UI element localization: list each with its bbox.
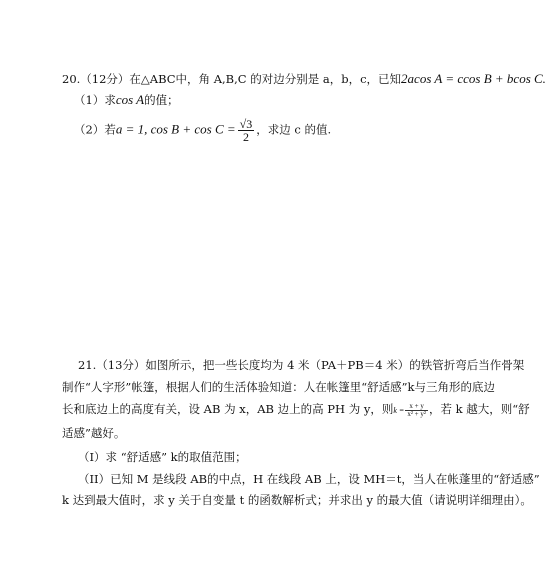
q20-part2-fraction: [238, 118, 255, 143]
q20-fraction-denominator: 2: [242, 130, 249, 144]
q20-part1-suffix: 的值；: [144, 93, 179, 107]
q21-formula-denominator: x² + y²: [407, 409, 426, 418]
q20-part1: [74, 93, 179, 107]
q21-line1-text: 21.（13分）如图所示，把一些长度均为 4 米（PA＋PB＝4 米）的铁管折弯后当作骨架: [78, 358, 525, 372]
q20-part2-expr: a = 1, cos B + cos C =: [115, 121, 236, 137]
q21-line1: [78, 358, 524, 372]
q20-fraction-numerator: √3: [239, 117, 253, 131]
q21-line6: [78, 472, 540, 486]
q21-line6-text: （II）已知 M 是线段 AB的中点，H 在线段 AB 上，设 MH＝t，当人在帐蓬里的“舒适感”: [78, 472, 540, 486]
q21-line3-prefix: 长和底边上的高度有关，设 AB 为 x，AB 边上的高 PH 为 y，则: [62, 402, 394, 416]
q21-line4-text: 适感”越好。: [62, 426, 126, 440]
q21-line2: [62, 380, 495, 394]
q21-line7: [62, 493, 532, 507]
q20-mid: 中，角 A,B,C 的对边分别是 a，b，c，已知: [175, 72, 402, 86]
q20-part1-expr: cos A: [115, 92, 145, 107]
q20-equation: 2acos A = ccos B + bcos C.: [401, 71, 546, 86]
q20-part1-label: （1）求: [74, 93, 116, 107]
q21-line5-text: （I）求 “舒适感” k的取值范围；: [78, 450, 247, 464]
q21-formula-numerator: x + y: [405, 403, 428, 411]
q21-line3: [62, 402, 530, 418]
q20-part2-suffix: ，求边 c 的值.: [256, 122, 332, 137]
q20-part2: [74, 118, 331, 143]
q20-triangle: △ABC: [140, 72, 176, 86]
q21-line3-suffix: ，若 k 越大，则“舒: [428, 402, 530, 416]
q21-formula-lhs: k =: [393, 406, 405, 415]
q21-line7-text: k 达到最大值时，求 y 关于自变量 t 的函数解析式；并求出 y 的最大值（请说明详细理由）。: [62, 493, 532, 507]
q20-prefix: 20.（12分）在: [62, 72, 141, 86]
q20-part2-label: （2）若: [74, 122, 116, 137]
q21-line4: [62, 426, 125, 440]
q20-line1: [62, 72, 546, 86]
q21-line2-text: 制作“人字形”帐篷，根据人们的生活体验知道：人在帐篷里“舒适感”k与三角形的底边: [62, 380, 495, 394]
q21-formula-fraction: [405, 403, 428, 418]
q21-line5: [78, 450, 247, 464]
